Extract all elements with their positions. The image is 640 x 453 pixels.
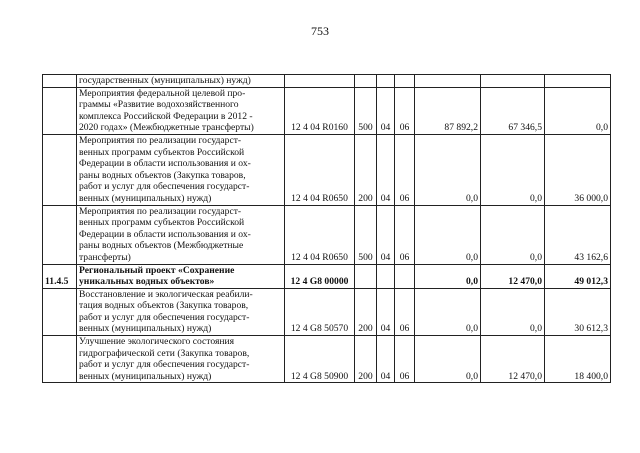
row-name-line: Федерации в области использования и ох- (79, 228, 251, 240)
row-name (77, 288, 285, 335)
row-name-line: трансферты) (79, 251, 131, 263)
expense-type-code (355, 75, 377, 88)
row-name-line: раны водных объектов (Межбюджетные (79, 240, 244, 252)
value-year-1: 0,0 (415, 205, 481, 264)
value-year-2: 0,0 (481, 134, 545, 205)
expense-type-code (355, 264, 377, 288)
expense-type-code: 200 (355, 288, 377, 335)
row-number (43, 336, 77, 383)
row-name-line: венных программ субъектов Российской (79, 146, 245, 158)
budget-code: 12 4 04 R0650 (285, 134, 355, 205)
row-name-line: венных программ субъектов Российской (79, 217, 245, 229)
section-code: 04 (377, 336, 395, 383)
row-number (43, 75, 77, 88)
value-year-3 (545, 75, 611, 88)
row-name-line: граммы «Развитие водохозяйственного (79, 99, 239, 111)
row-name-line: гидрографической сети (Закупка товаров, (79, 347, 250, 359)
value-year-3: 30 612,3 (545, 288, 611, 335)
table-row (43, 288, 611, 335)
row-name (77, 205, 285, 264)
section-code: 04 (377, 134, 395, 205)
value-year-2: 0,0 (481, 205, 545, 264)
subsection-code: 06 (395, 205, 415, 264)
budget-code: 12 4 G8 50570 (285, 288, 355, 335)
section-code: 04 (377, 87, 395, 134)
value-year-1: 0,0 (415, 134, 481, 205)
value-year-3: 49 012,3 (545, 264, 611, 288)
value-year-2: 12 470,0 (481, 336, 545, 383)
row-name-line: государственных (муниципальных) нужд) (79, 75, 251, 86)
subsection-code (395, 264, 415, 288)
row-name-line: Восстановление и экологическая реабили- (79, 288, 253, 300)
subsection-code: 06 (395, 288, 415, 335)
table-row (43, 336, 611, 383)
budget-code: 12 4 04 R0650 (285, 205, 355, 264)
row-name (77, 134, 285, 205)
row-name (77, 75, 285, 88)
subsection-code: 06 (395, 134, 415, 205)
row-number (43, 205, 77, 264)
value-year-1: 87 892,2 (415, 87, 481, 134)
row-number (43, 288, 77, 335)
budget-code: 12 4 04 R0160 (285, 87, 355, 134)
expense-type-code: 200 (355, 134, 377, 205)
subsection-code (395, 75, 415, 88)
row-name-line: венных (муниципальных) нужд) (79, 192, 212, 204)
value-year-3: 18 400,0 (545, 336, 611, 383)
row-name-line: Федерации в области использования и ох- (79, 158, 251, 170)
table-row (43, 264, 611, 288)
expense-type-code: 500 (355, 87, 377, 134)
value-year-1: 0,0 (415, 264, 481, 288)
row-number (43, 87, 77, 134)
row-name-line: 2020 годах» (Межбюджетные трансферты) (79, 122, 254, 134)
section-code: 04 (377, 288, 395, 335)
row-name-line: работ и услуг для обеспечения государст- (79, 311, 250, 323)
value-year-2: 0,0 (481, 288, 545, 335)
value-year-3: 0,0 (545, 87, 611, 134)
page-number: 753 (311, 24, 329, 38)
value-year-1: 0,0 (415, 336, 481, 383)
table-row (43, 87, 611, 134)
row-name (77, 264, 285, 288)
row-name-line: раны водных объектов (Закупка товаров, (79, 169, 246, 181)
value-year-3: 36 000,0 (545, 134, 611, 205)
row-name-line: Улучшение экологического состояния (79, 336, 235, 348)
table-row (43, 75, 611, 88)
value-year-3: 43 162,6 (545, 205, 611, 264)
subsection-code: 06 (395, 87, 415, 134)
value-year-2 (481, 75, 545, 88)
table-row (43, 134, 611, 205)
table-row (43, 205, 611, 264)
budget-code (285, 75, 355, 88)
section-code (377, 75, 395, 88)
row-name-line: Мероприятия по реализации государст- (79, 205, 242, 217)
section-code (377, 264, 395, 288)
subsection-code: 06 (395, 336, 415, 383)
budget-code: 12 4 G8 50900 (285, 336, 355, 383)
budget-code: 12 4 G8 00000 (285, 264, 355, 288)
value-year-1: 0,0 (415, 288, 481, 335)
expense-type-code: 200 (355, 336, 377, 383)
expense-type-code: 500 (355, 205, 377, 264)
row-name (77, 87, 285, 134)
row-name-line: тация водных объектов (Закупка товаров, (79, 300, 249, 312)
row-name-line: Мероприятия федеральной целевой про- (79, 87, 246, 99)
row-name-line: Региональный проект «Сохранение (79, 264, 235, 276)
row-name-line: работ и услуг для обеспечения государст- (79, 181, 250, 193)
value-year-1 (415, 75, 481, 88)
value-year-2: 67 346,5 (481, 87, 545, 134)
row-name-line: комплекса Российской Федерации в 2012 - (79, 110, 253, 122)
row-number: 11.4.5 (43, 264, 77, 288)
row-name-line: Мероприятия по реализации государст- (79, 134, 242, 146)
row-name-line: работ и услуг для обеспечения государст- (79, 359, 250, 371)
row-name-line: венных (муниципальных) нужд) (79, 323, 212, 335)
row-name-line: уникальных водных объектов» (79, 276, 215, 288)
table-body (43, 75, 611, 383)
row-name (77, 336, 285, 383)
row-number (43, 134, 77, 205)
section-code: 04 (377, 205, 395, 264)
value-year-2: 12 470,0 (481, 264, 545, 288)
budget-table (42, 74, 611, 383)
row-name-line: венных (муниципальных) нужд) (79, 370, 212, 382)
